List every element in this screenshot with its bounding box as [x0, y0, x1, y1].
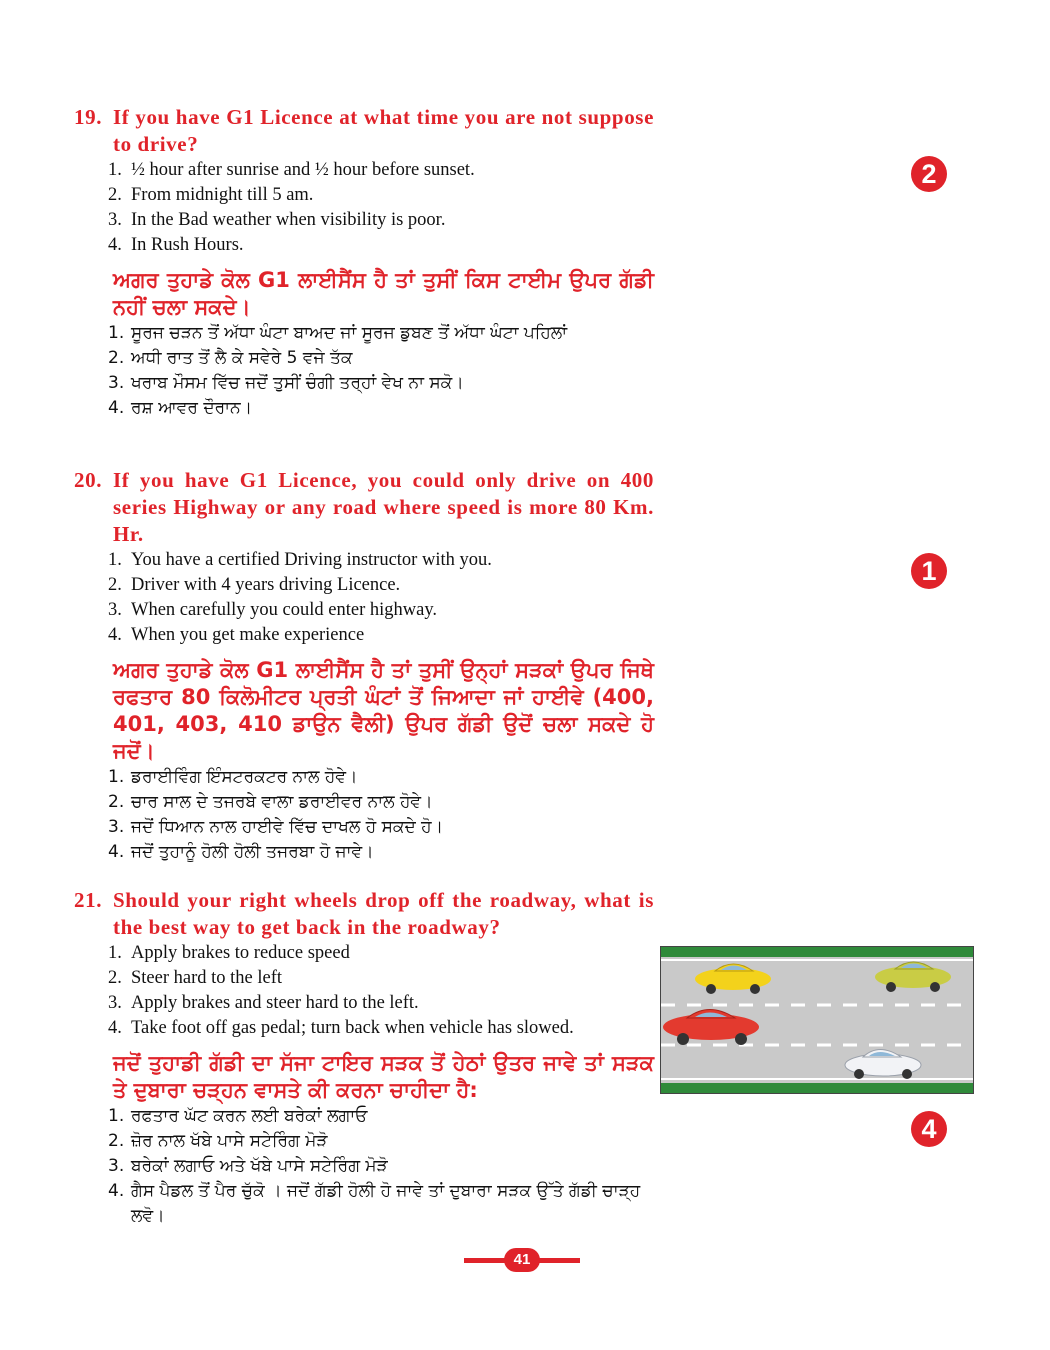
option-text: ਜਦੋਂ ਤੁਹਾਨੂੰ ਹੋਲੀ ਹੋਲੀ ਤਜਰਬਾ ਹੋ ਜਾਵੇ। — [131, 842, 374, 862]
question-text: Should your right wheels drop off the roadway, what is the best way to get back in the roadway? — [113, 888, 654, 939]
option-text: You have a certified Driving instructor with you. — [131, 550, 492, 570]
option-number: 3. — [108, 600, 122, 620]
option-text: ਬਰੇਕਾਂ ਲਗਾਓ ਅਤੇ ਖੱਬੇ ਪਾਸੇ ਸਟੇਰਿੰਗ ਮੋੜੋ — [131, 1156, 388, 1176]
option-number: 3. — [108, 210, 122, 230]
option — [108, 765, 654, 790]
option-number: 2. — [108, 185, 122, 205]
option-number: 4. — [108, 235, 122, 255]
english-options — [74, 158, 654, 258]
question-number: 19. — [74, 105, 103, 129]
answer-badge-20: 1 — [911, 553, 947, 589]
option-text: ਚਾਰ ਸਾਲ ਦੇ ਤਜਰਬੇ ਵਾਲਾ ਡਰਾਈਵਰ ਨਾਲ ਹੋਵੇ। — [131, 792, 433, 812]
road-scene — [661, 947, 973, 1093]
answer-badge-21: 4 — [911, 1111, 947, 1147]
option-number: 1. — [108, 160, 122, 180]
question-20 — [74, 467, 654, 865]
option-number: 2. — [108, 968, 122, 988]
option — [108, 346, 654, 371]
option-number: 3. — [108, 373, 125, 393]
option — [108, 991, 654, 1016]
question-heading — [74, 467, 654, 548]
grass-strip-top — [661, 947, 973, 957]
option — [108, 840, 654, 865]
question-number: 21. — [74, 888, 103, 912]
option-number: 2. — [108, 1131, 125, 1151]
option — [108, 183, 654, 208]
option-text: ਰਸ਼ ਆਵਰ ਦੌਰਾਨ। — [131, 398, 253, 418]
option-number: 2. — [108, 575, 122, 595]
option-number: 4. — [108, 1018, 122, 1038]
option — [108, 396, 654, 421]
question-19 — [74, 104, 654, 421]
punjabi-question-text: ਜਦੋਂ ਤੁਹਾਡੀ ਗੱਡੀ ਦਾ ਸੱਜਾ ਟਾਇਰ ਸੜਕ ਤੋਂ ਹੇਠਾਂ ਉਤਰ ਜਾਵੇ ਤਾਂ ਸੜਕ ਤੇ ਦੁਬਾਰਾ ਚੜ੍ਹਨ ਵਾਸਤੇ ਕੀ ਕਰਨਾ ਚਾਹੀਦਾ ਹੈ: — [113, 1051, 654, 1102]
option — [108, 790, 654, 815]
english-options — [74, 941, 654, 1041]
option — [108, 1154, 654, 1179]
option — [108, 1016, 654, 1041]
option-number: 4. — [108, 398, 125, 418]
option-number: 3. — [108, 993, 122, 1013]
option-text: ਖਰਾਬ ਮੌਸਮ ਵਿੱਚ ਜਦੋਂ ਤੁਸੀਂ ਚੰਗੀ ਤਰ੍ਹਾਂ ਵੇਖ ਨਾ ਸਕੋ। — [131, 373, 464, 393]
question-heading — [74, 887, 654, 941]
option-text: Apply brakes to reduce speed — [131, 943, 350, 963]
option-number: 1. — [108, 550, 122, 570]
option-text: ½ hour after sunrise and ½ hour before sunset. — [131, 160, 475, 180]
option — [108, 941, 654, 966]
option-number: 4. — [108, 1181, 125, 1201]
option — [108, 573, 654, 598]
question-text: If you have G1 Licence at what time you are not suppose to drive? — [113, 105, 654, 156]
question-number: 20. — [74, 468, 103, 492]
option — [108, 158, 654, 183]
grass-strip-bottom — [661, 1083, 973, 1093]
question-text: If you have G1 Licence, you could only drive on 400 series Highway or any road where speed is more 80 Km. Hr. — [113, 468, 654, 546]
option-text: Driver with 4 years driving Licence. — [131, 575, 401, 595]
option-text: ਡਰਾਈਵਿੰਗ ਇੰਸਟਰਕਟਰ ਨਾਲ ਹੋਵੇ। — [131, 767, 358, 787]
option-text: ਜਦੋਂ ਧਿਆਨ ਨਾਲ ਹਾਈਵੇ ਵਿੱਚ ਦਾਖਲ ਹੋ ਸਕਦੇ ਹੋ। — [131, 817, 444, 837]
option-text: ਅਧੀ ਰਾਤ ਤੋਂ ਲੈ ਕੇ ਸਵੇਰੇ 5 ਵਜੇ ਤੱਕ — [131, 348, 353, 368]
option-text: In the Bad weather when visibility is poor. — [131, 210, 446, 230]
option-text: ਸੂਰਜ ਚੜਨ ਤੋਂ ਅੱਧਾ ਘੰਟਾ ਬਾਅਦ ਜਾਂ ਸੂਰਜ ਡੁਬਣ ਤੋਂ ਅੱਧਾ ਘੰਟਾ ਪਹਿਲਾਂ — [131, 323, 568, 343]
option — [108, 966, 654, 991]
option-number: 1. — [108, 1106, 125, 1126]
option — [108, 815, 654, 840]
question-21 — [74, 887, 654, 1229]
option-text: From midnight till 5 am. — [131, 185, 314, 205]
english-options — [74, 548, 654, 648]
option — [108, 1104, 654, 1129]
option-text: ਰਫਤਾਰ ਘੱਟ ਕਰਨ ਲਈ ਬਰੇਕਾਂ ਲਗਾਓ — [131, 1106, 368, 1126]
option-number: 4. — [108, 625, 122, 645]
page-number — [464, 1246, 580, 1274]
option-number: 4. — [108, 842, 125, 862]
page-number-label: 41 — [504, 1248, 540, 1272]
option-number: 3. — [108, 817, 125, 837]
option-number: 3. — [108, 1156, 125, 1176]
option-text: When you get make experience — [131, 625, 365, 645]
option — [108, 321, 654, 346]
punjabi-question-text: ਅਗਰ ਤੁਹਾਡੇ ਕੋਲ G1 ਲਾਈਸੈਂਸ ਹੈ ਤਾਂ ਤੁਸੀਂ ਕਿਸ ਟਾਈਮ ਉਪਰ ਗੱਡੀ ਨਹੀਂ ਚਲਾ ਸਕਦੇ। — [113, 268, 654, 319]
punjabi-question-text: ਅਗਰ ਤੁਹਾਡੇ ਕੋਲ G1 ਲਾਈਸੈਂਸ ਹੈ ਤਾਂ ਤੁਸੀਂ ਉਨ੍ਹਾਂ ਸੜਕਾਂ ਉਪਰ ਜਿਥੇ ਰਫਤਾਰ 80 ਕਿਲੋਮੀਟਰ ਪ੍ਰਤੀ ਘੰਟਾਂ ਤੋਂ ਜਿਆਦਾ ਜਾਂ ਹਾਈਵੇ (400, 401, 403, 410 ਡਾਉਨ ਵੈਲੀ) ਉਪਰ ਗੱਡੀ ਉਦੋਂ ਚਲਾ ਸਕਦੇ ਹੋ ਜਦੋਂ। — [113, 658, 654, 763]
option — [108, 1129, 654, 1154]
option-text: When carefully you could enter highway. — [131, 600, 437, 620]
option — [108, 1179, 654, 1229]
option — [108, 233, 654, 258]
option-text: ਜ਼ੋਰ ਨਾਲ ਖੱਬੇ ਪਾਸੇ ਸਟੇਰਿੰਗ ਮੋੜੋ — [131, 1131, 328, 1151]
option-number: 1. — [108, 767, 125, 787]
option-number: 1. — [108, 323, 125, 343]
option — [108, 598, 654, 623]
option — [108, 623, 654, 648]
option-text: Steer hard to the left — [131, 968, 283, 988]
option-number: 2. — [108, 348, 125, 368]
option — [108, 208, 654, 233]
road-illustration — [660, 946, 974, 1094]
option-text: Take foot off gas pedal; turn back when vehicle has slowed. — [131, 1018, 574, 1038]
option — [108, 371, 654, 396]
question-heading — [74, 104, 654, 158]
punjabi-options — [74, 1104, 654, 1229]
option-text: ਗੈਸ ਪੈਡਲ ਤੋਂ ਪੈਰ ਚੁੱਕੋ । ਜਦੋਂ ਗੱਡੀ ਹੋਲੀ ਹੋ ਜਾਵੇ ਤਾਂ ਦੁਬਾਰਾ ਸੜਕ ਉੱਤੇ ਗੱਡੀ ਚਾੜ੍ਹ ਲਵੋ। — [131, 1181, 641, 1226]
answer-badge-19: 2 — [911, 156, 947, 192]
punjabi-options — [74, 321, 654, 421]
option-number: 2. — [108, 792, 125, 812]
option-text: In Rush Hours. — [131, 235, 244, 255]
option-number: 1. — [108, 943, 122, 963]
punjabi-options — [74, 765, 654, 865]
option — [108, 548, 654, 573]
option-text: Apply brakes and steer hard to the left. — [131, 993, 419, 1013]
